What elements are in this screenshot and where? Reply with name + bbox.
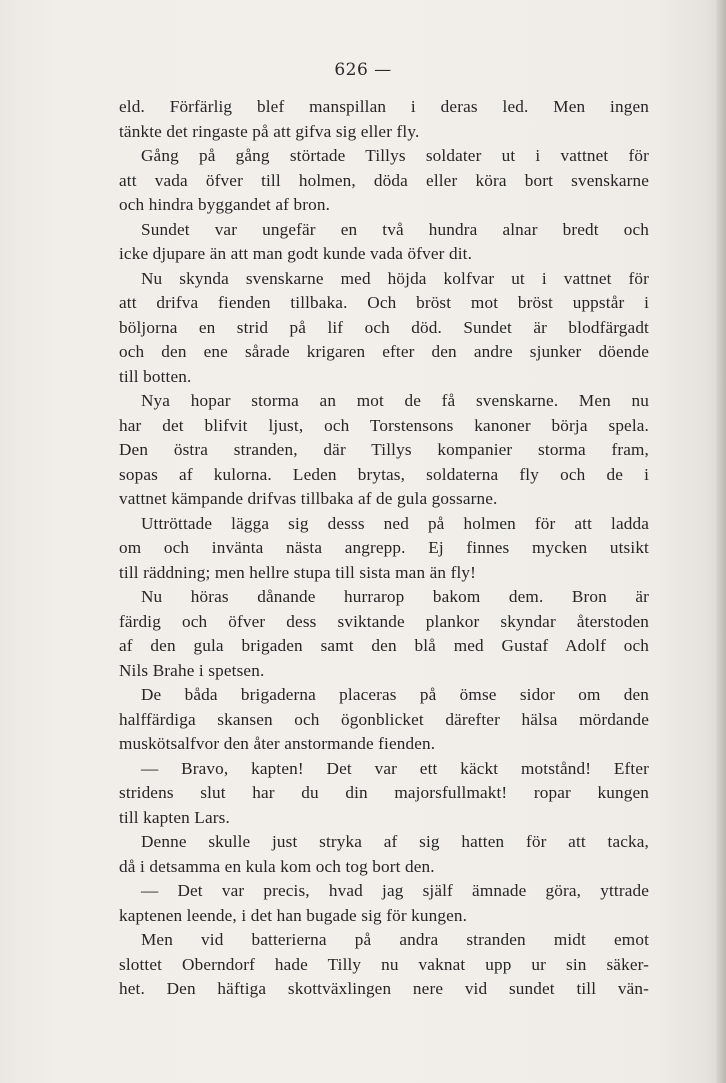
text-line: halffärdiga skansen och ögonblicket därefter hälsa mördande bbox=[119, 709, 649, 729]
text-line: Nya hopar storma an mot de få svenskarne. Men nu bbox=[141, 391, 649, 410]
text-line: till kapten Lars. bbox=[119, 807, 230, 827]
page-number: 626 — bbox=[334, 60, 392, 80]
text-line: het. Den häftiga skottväxlingen nere vid sundet till vän- bbox=[119, 979, 649, 998]
text-line: till botten. bbox=[119, 366, 192, 386]
text-line: Uttröttade lägga sig desss ned på holmen för att ladda bbox=[141, 513, 649, 533]
text-line: slottet Oberndorf hade Tilly nu vaknat upp ur sin säker- bbox=[119, 954, 649, 974]
body-text bbox=[119, 95, 649, 1002]
text-line: Gång på gång störtade Tillys soldater ut i vattnet för bbox=[141, 146, 649, 165]
text-line: sopas af kulorna. Leden brytas, soldaterna fly och de i bbox=[119, 464, 649, 484]
text-line: och hindra byggandet af bron. bbox=[119, 195, 331, 214]
text-line: eld. Förfärlig blef manspillan i deras led. Men ingen bbox=[119, 97, 649, 116]
text-line: om och invänta nästa angrepp. Ej finnes mycken utsikt bbox=[119, 538, 649, 557]
text-line: Sundet var ungefär en två hundra alnar bredt och bbox=[141, 219, 649, 239]
text-line: har det blifvit ljust, och Torstensons kanoner börja spela. bbox=[119, 415, 649, 435]
text-line: Denne skulle just stryka af sig hatten för att tacka, bbox=[141, 832, 649, 851]
text-line: då i detsamma en kula kom och tog bort den. bbox=[119, 856, 435, 876]
text-line: stridens slut har du din majorsfullmakt! ropar kungen bbox=[119, 783, 649, 802]
text-line: kaptenen leende, i det han bugade sig för kungen. bbox=[119, 905, 468, 925]
text-line: att vada öfver till holmen, döda eller köra bort svenskarne bbox=[119, 170, 649, 190]
text-line: vattnet kämpande drifvas tillbaka af de gula gossarne. bbox=[119, 489, 498, 508]
text-line: muskötsalfvor den åter anstormande fienden. bbox=[119, 734, 436, 753]
text-line: — Bravo, kapten! Det var ett käckt motstånd! Efter bbox=[141, 758, 649, 778]
text-line: — Det var precis, hvad jag själf ämnade göra, yttrade bbox=[141, 881, 649, 900]
text-line: färdig och öfver dess sviktande plankor skyndar återstoden bbox=[119, 611, 649, 631]
text-line: icke djupare än att man godt kunde vada öfver dit. bbox=[119, 244, 473, 263]
text-line: böljorna en strid på lif och död. Sundet är blodfärgadt bbox=[119, 317, 649, 337]
text-line: Den östra stranden, där Tillys kompanier storma fram, bbox=[119, 440, 649, 459]
text-line: tänkte det ringaste på att gifva sig eller fly. bbox=[119, 121, 420, 141]
text-line: af den gula brigaden samt den blå med Gustaf Adolf och bbox=[119, 636, 649, 655]
text-line: De båda brigaderna placeras på ömse sidor om den bbox=[141, 685, 649, 704]
text-line: Men vid batterierna på andra stranden midt emot bbox=[141, 930, 649, 949]
text-line: att drifva fienden tillbaka. Och bröst mot bröst uppstår i bbox=[119, 293, 649, 312]
text-line: Nu höras dånande hurrarop bakom dem. Bron är bbox=[141, 587, 649, 606]
text-line: Nu skynda svenskarne med höjda kolfvar ut i vattnet för bbox=[141, 268, 649, 288]
text-line: Nils Brahe i spetsen. bbox=[119, 660, 265, 680]
text-line: till räddning; men hellre stupa till sista man än fly! bbox=[119, 562, 477, 582]
page-edge bbox=[716, 0, 726, 1083]
text-line: och den ene sårade krigaren efter den andre sjunker döende bbox=[119, 342, 649, 361]
